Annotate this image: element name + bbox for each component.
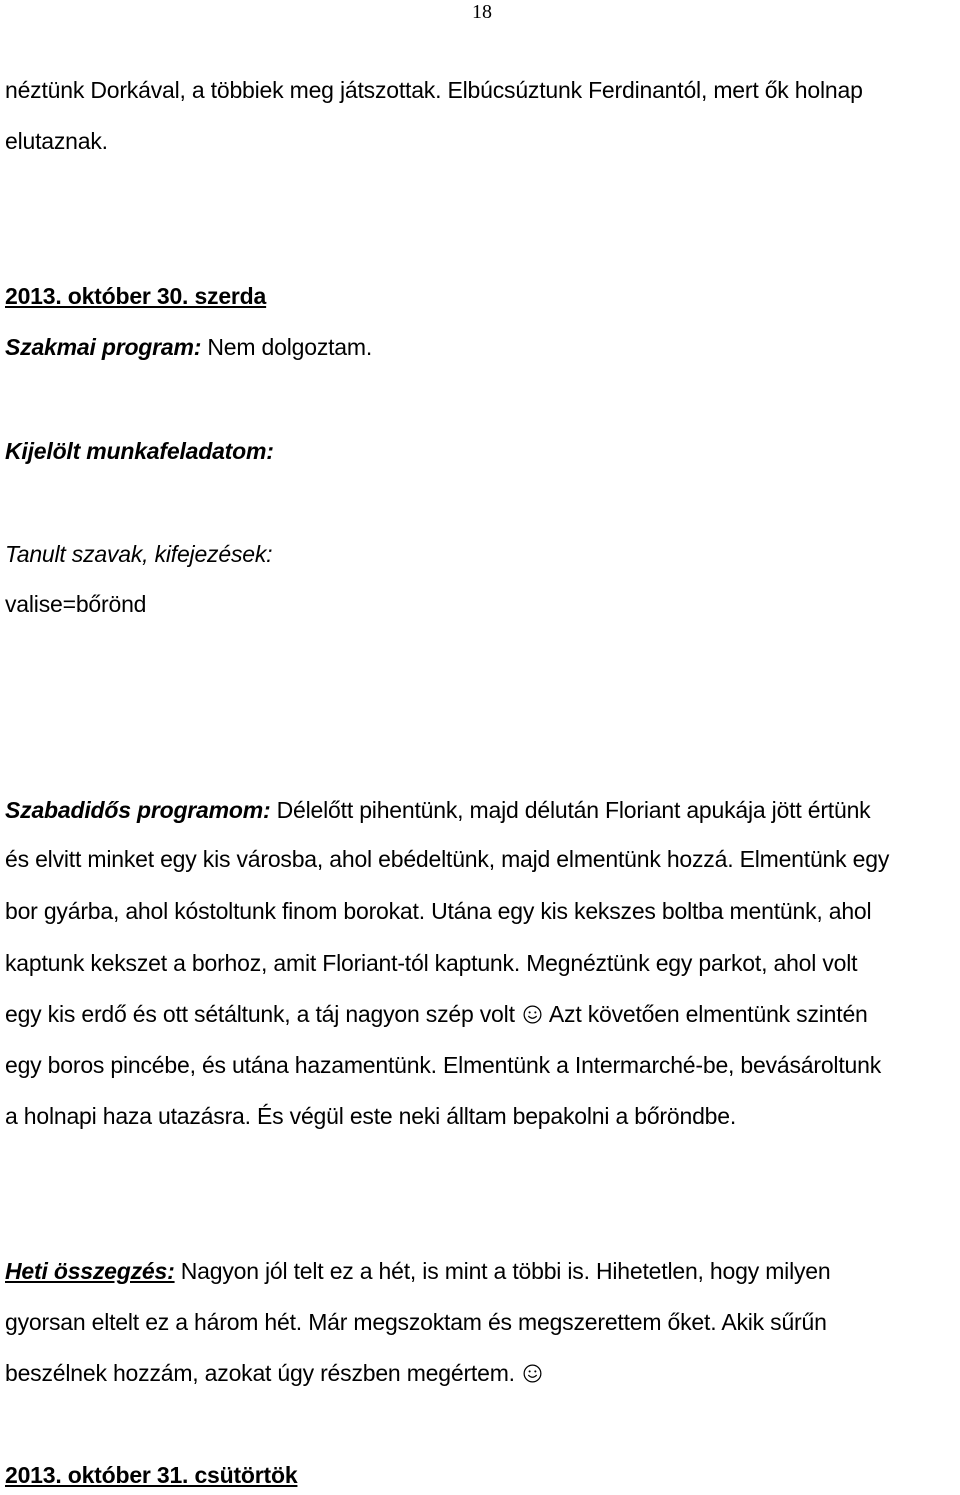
summary-text-1: Nagyon jól telt ez a hét, is mint a többi is. Hihetetlen, hogy milyen bbox=[174, 1258, 831, 1284]
summary-line-3 bbox=[5, 1359, 544, 1387]
words-label: Tanult szavak, kifejezések: bbox=[5, 541, 273, 567]
freetime-line-6: egy boros pincébe, és utána hazamentünk. Elmentünk a Intermarché-be, bevásároltunk bbox=[5, 1052, 882, 1078]
date-heading-oct30: 2013. október 30. szerda bbox=[5, 283, 267, 309]
program-text: Nem dolgoztam. bbox=[201, 334, 373, 360]
freetime-line-5 bbox=[5, 1000, 868, 1028]
smiley-face-icon bbox=[523, 1005, 542, 1024]
intro-line-2: elutaznak. bbox=[5, 128, 108, 154]
intro-line-1: néztünk Dorkával, a többiek meg játszottak. Elbúcsúztunk Ferdinantól, mert ők holnap bbox=[5, 77, 863, 103]
freetime-text-5a: egy kis erdő és ott sétáltunk, a táj nagyon szép volt bbox=[5, 1001, 515, 1027]
program-label: Szakmai program: bbox=[5, 334, 202, 360]
smiley-face-icon bbox=[523, 1364, 542, 1383]
freetime-line-3: bor gyárba, ahol kóstoltunk finom borokat. Utána egy kis kekszes boltba mentünk, ahol bbox=[5, 898, 872, 924]
summary-line-2: gyorsan eltelt ez a három hét. Már megszoktam és megszerettem őket. Akik sűrűn bbox=[5, 1309, 827, 1335]
summary-text-3: beszélnek hozzám, azokat úgy részben megértem. bbox=[5, 1360, 515, 1386]
freetime-line-1 bbox=[5, 796, 870, 824]
words-item: valise=bőrönd bbox=[5, 591, 147, 617]
freetime-line-7: a holnapi haza utazásra. És végül este neki álltam bepakolni a bőröndbe. bbox=[5, 1103, 737, 1129]
date-heading-oct31: 2013. október 31. csütörtök bbox=[5, 1462, 298, 1488]
summary-label: Heti összegzés: bbox=[5, 1258, 175, 1284]
freetime-label: Szabadidős programom: bbox=[5, 797, 271, 823]
freetime-line-4: kaptunk kekszet a borhoz, amit Floriant-tól kaptunk. Megnéztünk egy parkot, ahol volt bbox=[5, 950, 858, 976]
freetime-text-1: Délelőtt pihentünk, majd délután Floriant apukája jött értünk bbox=[270, 797, 871, 823]
task-label: Kijelölt munkafeladatom: bbox=[5, 438, 274, 464]
page-number: 18 bbox=[472, 1, 492, 23]
freetime-text-5b: Azt követően elmentünk szintén bbox=[548, 1001, 868, 1027]
freetime-line-2: és elvitt minket egy kis városba, ahol ebédeltünk, majd elmentünk hozzá. Elmentünk egy bbox=[5, 846, 890, 872]
program-line bbox=[5, 333, 372, 361]
summary-line-1 bbox=[5, 1257, 830, 1285]
